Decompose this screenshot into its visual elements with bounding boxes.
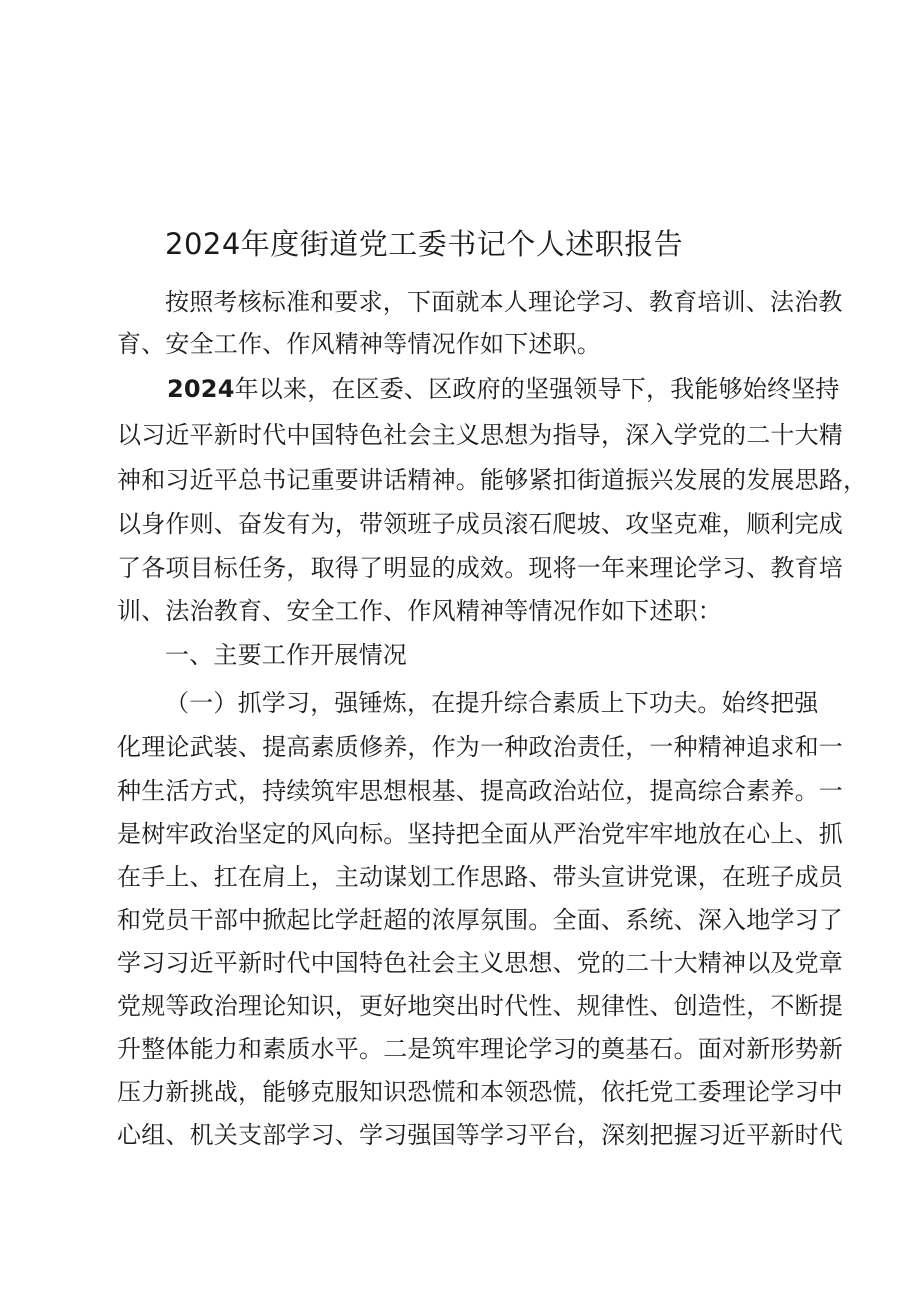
intro-line-1: 按照考核标准和要求，下面就本人理论学习、教育培训、法治教	[165, 288, 843, 316]
subsection-line-11: 心组、机关支部学习、学习强国等学习平台，深刻把握习近平新时代	[117, 1121, 843, 1149]
document-title: 2024年度街道党工委书记个人述职报告	[165, 227, 684, 261]
subsection-line-4: 是树牢政治坚定的风向标。坚持把全面从严治党牢牢地放在心上、抓	[117, 820, 843, 848]
subsection-line-10: 压力新挑战，能够克服知识恐慌和本领恐慌，依托党工委理论学习中	[117, 1078, 843, 1106]
overview-line-2: 以习近平新时代中国特色社会主义思想为指导，深入学党的二十大精	[117, 421, 843, 449]
subsection-line-5: 在手上、扛在肩上，主动谋划工作思路、带头宣讲党课，在班子成员	[117, 863, 843, 891]
overview-line-1	[167, 372, 840, 406]
overview-line-1-text: 年以来，在区委、区政府的坚强领导下，我能够始终坚持	[234, 375, 840, 403]
subsection-line-9: 升整体能力和素质水平。二是筑牢理论学习的奠基石。面对新形势新	[117, 1035, 843, 1063]
subsection-line-1: （一）抓学习，强锤炼，在提升综合素质上下功夫。始终把强	[165, 689, 819, 717]
subsection-line-7: 学习习近平新时代中国特色社会主义思想、党的二十大精神以及党章	[117, 949, 843, 977]
subsection-line-2: 化理论武装、提高素质修养，作为一种政治责任，一种精神追求和一	[117, 733, 843, 761]
overview-line-6: 训、法治教育、安全工作、作风精神等情况作如下述职：	[117, 597, 722, 625]
overview-year: 2024	[167, 375, 235, 403]
subsection-line-8: 党规等政治理论知识，更好地突出时代性、规律性、创造性，不断提	[117, 992, 843, 1020]
subsection-line-3: 种生活方式，持续筑牢思想根基、提高政治站位，提高综合素养。一	[117, 777, 843, 805]
overview-line-4: 以身作则、奋发有为，带领班子成员滚石爬坡、攻坚克难，顺利完成	[117, 510, 843, 538]
overview-line-5: 了各项目标任务，取得了明显的成效。现将一年来理论学习、教育培	[117, 554, 843, 582]
section-heading: 一、主要工作开展情况	[165, 641, 407, 669]
intro-line-2: 育、安全工作、作风精神等情况作如下述职。	[117, 330, 601, 358]
overview-line-3: 神和习近平总书记重要讲话精神。能够紧扣街道振兴发展的发展思路，	[117, 466, 868, 494]
subsection-line-6: 和党员干部中掀起比学赶超的浓厚氛围。全面、系统、深入地学习了	[117, 906, 843, 934]
